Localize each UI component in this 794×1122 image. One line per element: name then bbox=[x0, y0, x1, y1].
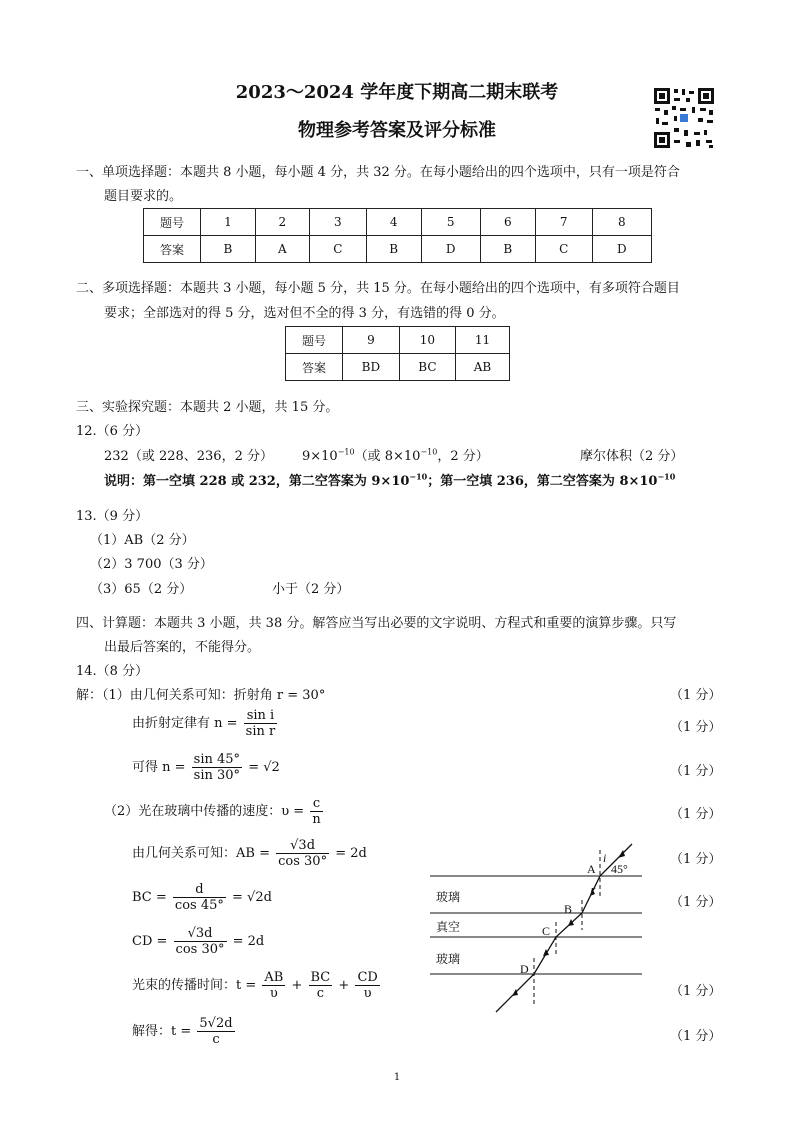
q12-note bbox=[104, 470, 675, 489]
l8-text: 光束的传播时间：t = bbox=[132, 978, 257, 993]
l6-text: BC = bbox=[132, 890, 167, 905]
q12-note-pre: 说明：第一空填 228 或 232，第二空答案为 9×10 bbox=[104, 474, 410, 489]
denominator: c bbox=[316, 986, 325, 1001]
score-7: （1 分） bbox=[670, 984, 722, 999]
l5-text: 由几何关系可知：AB = bbox=[132, 846, 270, 861]
table-header-question: 题号 bbox=[286, 327, 343, 354]
q13-answer-4: 小于（2 分） bbox=[272, 582, 350, 597]
denominator: sin r bbox=[245, 724, 276, 739]
l6-result: = √2d bbox=[232, 890, 272, 905]
fraction bbox=[244, 708, 278, 739]
q12-a2-mid: （或 8×10 bbox=[354, 449, 421, 464]
l7-result: = 2d bbox=[232, 934, 265, 949]
section1-heading-cont: 题目要求的。 bbox=[104, 189, 183, 204]
denominator: cos 30° bbox=[175, 942, 225, 957]
section2-heading: 二、多项选择题：本题共 3 小题，每小题 5 分，共 15 分。在每小题给出的四个选项中，有多项符合题目 bbox=[76, 281, 680, 296]
table-row-questions bbox=[144, 209, 652, 236]
solution-line-2 bbox=[132, 708, 279, 739]
refraction-diagram bbox=[430, 838, 650, 1018]
angle-i-label: i bbox=[603, 851, 607, 865]
table-header-question: 题号 bbox=[144, 209, 201, 236]
denominator: υ bbox=[269, 986, 278, 1001]
table-cell: 11 bbox=[455, 327, 509, 354]
table-cell: A bbox=[255, 236, 309, 263]
solution-line-9 bbox=[132, 1016, 237, 1047]
angle-r-label: r bbox=[591, 884, 596, 896]
section1-heading: 一、单项选择题：本题共 8 小题，每小题 4 分，共 32 分。在每小题给出的四个选项中，只有一项是符合 bbox=[76, 165, 680, 180]
table-cell: AB bbox=[455, 354, 509, 381]
table-cell: 8 bbox=[592, 209, 651, 236]
table-cell: 3 bbox=[309, 209, 366, 236]
q12-note-exp1: −10 bbox=[409, 471, 428, 482]
table-cell: 1 bbox=[201, 209, 256, 236]
table-cell: B bbox=[201, 236, 256, 263]
table-header-answer: 答案 bbox=[286, 354, 343, 381]
table-row-answers bbox=[286, 354, 510, 381]
q13-answer-3: （3）65（2 分） bbox=[90, 582, 193, 597]
single-choice-answer-table bbox=[143, 208, 652, 263]
denominator: cos 45° bbox=[174, 898, 224, 913]
solution-line-8: 光束的传播时间：t = $\frac{AB}{\upsilon}$ + $\frac{BC}{c}$ + $\frac{CD}{\upsilon}$ bbox=[132, 970, 378, 1001]
table-cell: 7 bbox=[535, 209, 592, 236]
table-cell: 2 bbox=[255, 209, 309, 236]
l3-result: = √2 bbox=[248, 760, 280, 775]
label-glass-2: 玻璃 bbox=[436, 952, 461, 966]
table-cell: C bbox=[309, 236, 366, 263]
q13-answer-1: （1）AB（2 分） bbox=[90, 533, 195, 548]
q12-note-exp2: −10 bbox=[657, 471, 676, 482]
table-cell: BC bbox=[399, 354, 455, 381]
solution-line-1: 解：（1）由几何关系可知：折射角 r = 30° bbox=[76, 688, 326, 703]
page-title: 2023～2024 学年度下期高二期末联考 bbox=[235, 82, 559, 103]
section3-heading: 三、实验探究题：本题共 2 小题，共 15 分。 bbox=[76, 400, 339, 415]
solution-line-4 bbox=[104, 796, 325, 827]
denominator: υ bbox=[363, 986, 372, 1001]
fraction bbox=[173, 882, 226, 913]
numerator: CD bbox=[357, 970, 378, 985]
numerator: d bbox=[173, 882, 226, 898]
page-subtitle: 物理参考答案及评分标准 bbox=[298, 120, 496, 141]
l4-text: （2）光在玻璃中传播的速度：υ = bbox=[104, 804, 305, 819]
page-number: 1 bbox=[393, 1072, 401, 1083]
numerator: sin 45° bbox=[193, 752, 241, 767]
table-row-questions bbox=[286, 327, 510, 354]
table-cell: D bbox=[592, 236, 651, 263]
score-1: （1 分） bbox=[670, 688, 722, 703]
score-6: （1 分） bbox=[670, 895, 722, 910]
solution-line-7 bbox=[132, 926, 264, 957]
q12-label: 12.（6 分） bbox=[76, 424, 149, 439]
numerator: c bbox=[310, 796, 322, 812]
table-cell: 5 bbox=[421, 209, 480, 236]
denominator: cos 30° bbox=[278, 854, 328, 869]
arrow-icon bbox=[568, 919, 574, 926]
l7-text: CD = bbox=[132, 934, 168, 949]
section2-heading-cont: 要求；全部选对的得 5 分，选对但不全的得 3 分，有选错的得 0 分。 bbox=[104, 306, 505, 321]
label-glass-1: 玻璃 bbox=[436, 890, 461, 904]
l5-result: = 2d bbox=[335, 846, 367, 861]
q12-a2-exp2: −10 bbox=[420, 447, 438, 457]
qr-code-icon[interactable] bbox=[652, 86, 716, 150]
denominator: n bbox=[312, 812, 321, 827]
numerator: 5√2d bbox=[199, 1016, 233, 1031]
table-cell: C bbox=[535, 236, 592, 263]
numerator: AB bbox=[264, 970, 284, 985]
q12-a2-post: ，2 分） bbox=[437, 449, 489, 464]
point-d: D bbox=[520, 962, 529, 976]
numerator: √3d bbox=[174, 926, 227, 942]
score-2: （1 分） bbox=[670, 720, 722, 735]
q12-a2-base: 9×10 bbox=[302, 449, 338, 464]
l3-text: 可得 n = bbox=[132, 760, 186, 775]
denominator: sin 30° bbox=[193, 768, 241, 783]
table-header-answer: 答案 bbox=[144, 236, 201, 263]
numerator: BC bbox=[310, 970, 331, 985]
q13-label: 13.（9 分） bbox=[76, 509, 149, 524]
solution-line-3 bbox=[132, 752, 280, 783]
table-cell: 4 bbox=[366, 209, 421, 236]
score-3: （1 分） bbox=[670, 764, 722, 779]
multi-choice-answer-table bbox=[285, 326, 510, 381]
table-cell: B bbox=[366, 236, 421, 263]
numerator: √3d bbox=[276, 838, 329, 854]
fraction bbox=[355, 970, 379, 1001]
fraction bbox=[197, 1016, 234, 1047]
score-4: （1 分） bbox=[670, 807, 722, 822]
l2-text: 由折射定律有 n = bbox=[132, 716, 238, 731]
table-cell: D bbox=[421, 236, 480, 263]
section4-heading-cont: 出最后答案的，不能得分。 bbox=[104, 640, 261, 655]
table-cell: 9 bbox=[343, 327, 400, 354]
l9-text: 解得：t = bbox=[132, 1024, 192, 1039]
q12-answer-1: 232（或 228、236，2 分） bbox=[104, 449, 273, 464]
table-cell: 6 bbox=[480, 209, 535, 236]
point-b: B bbox=[564, 902, 573, 916]
numerator: sin i bbox=[244, 708, 278, 724]
fraction bbox=[192, 752, 242, 783]
fraction bbox=[174, 926, 227, 957]
point-c: C bbox=[542, 924, 551, 938]
q13-answer-2: （2）3 700（3 分） bbox=[90, 557, 213, 572]
fraction bbox=[262, 970, 285, 1001]
table-cell: B bbox=[480, 236, 535, 263]
solution-line-5 bbox=[132, 838, 367, 869]
solution-line-6 bbox=[132, 882, 272, 913]
q12-answer-2 bbox=[302, 445, 489, 464]
q12-a2-exp: −10 bbox=[337, 447, 355, 457]
label-vacuum: 真空 bbox=[436, 920, 461, 934]
q14-label: 14.（8 分） bbox=[76, 664, 149, 679]
table-row-answers bbox=[144, 236, 652, 263]
fraction bbox=[309, 970, 333, 1001]
q12-answer-3: 摩尔体积（2 分） bbox=[580, 449, 684, 464]
angle-45-label: 45° bbox=[611, 862, 628, 876]
fraction bbox=[276, 838, 329, 869]
denominator: c bbox=[212, 1032, 220, 1047]
table-cell: BD bbox=[343, 354, 400, 381]
score-8: （1 分） bbox=[670, 1029, 722, 1044]
q12-note-mid: ；第一空填 236，第二空答案为 8×10 bbox=[427, 474, 658, 489]
table-cell: 10 bbox=[399, 327, 455, 354]
point-a: A bbox=[587, 862, 596, 876]
section4-heading: 四、计算题：本题共 3 小题，共 38 分。解答应当写出必要的文字说明、方程式和重要的演算步骤。只写 bbox=[76, 616, 677, 631]
score-5: （1 分） bbox=[670, 852, 722, 867]
fraction bbox=[310, 796, 322, 827]
